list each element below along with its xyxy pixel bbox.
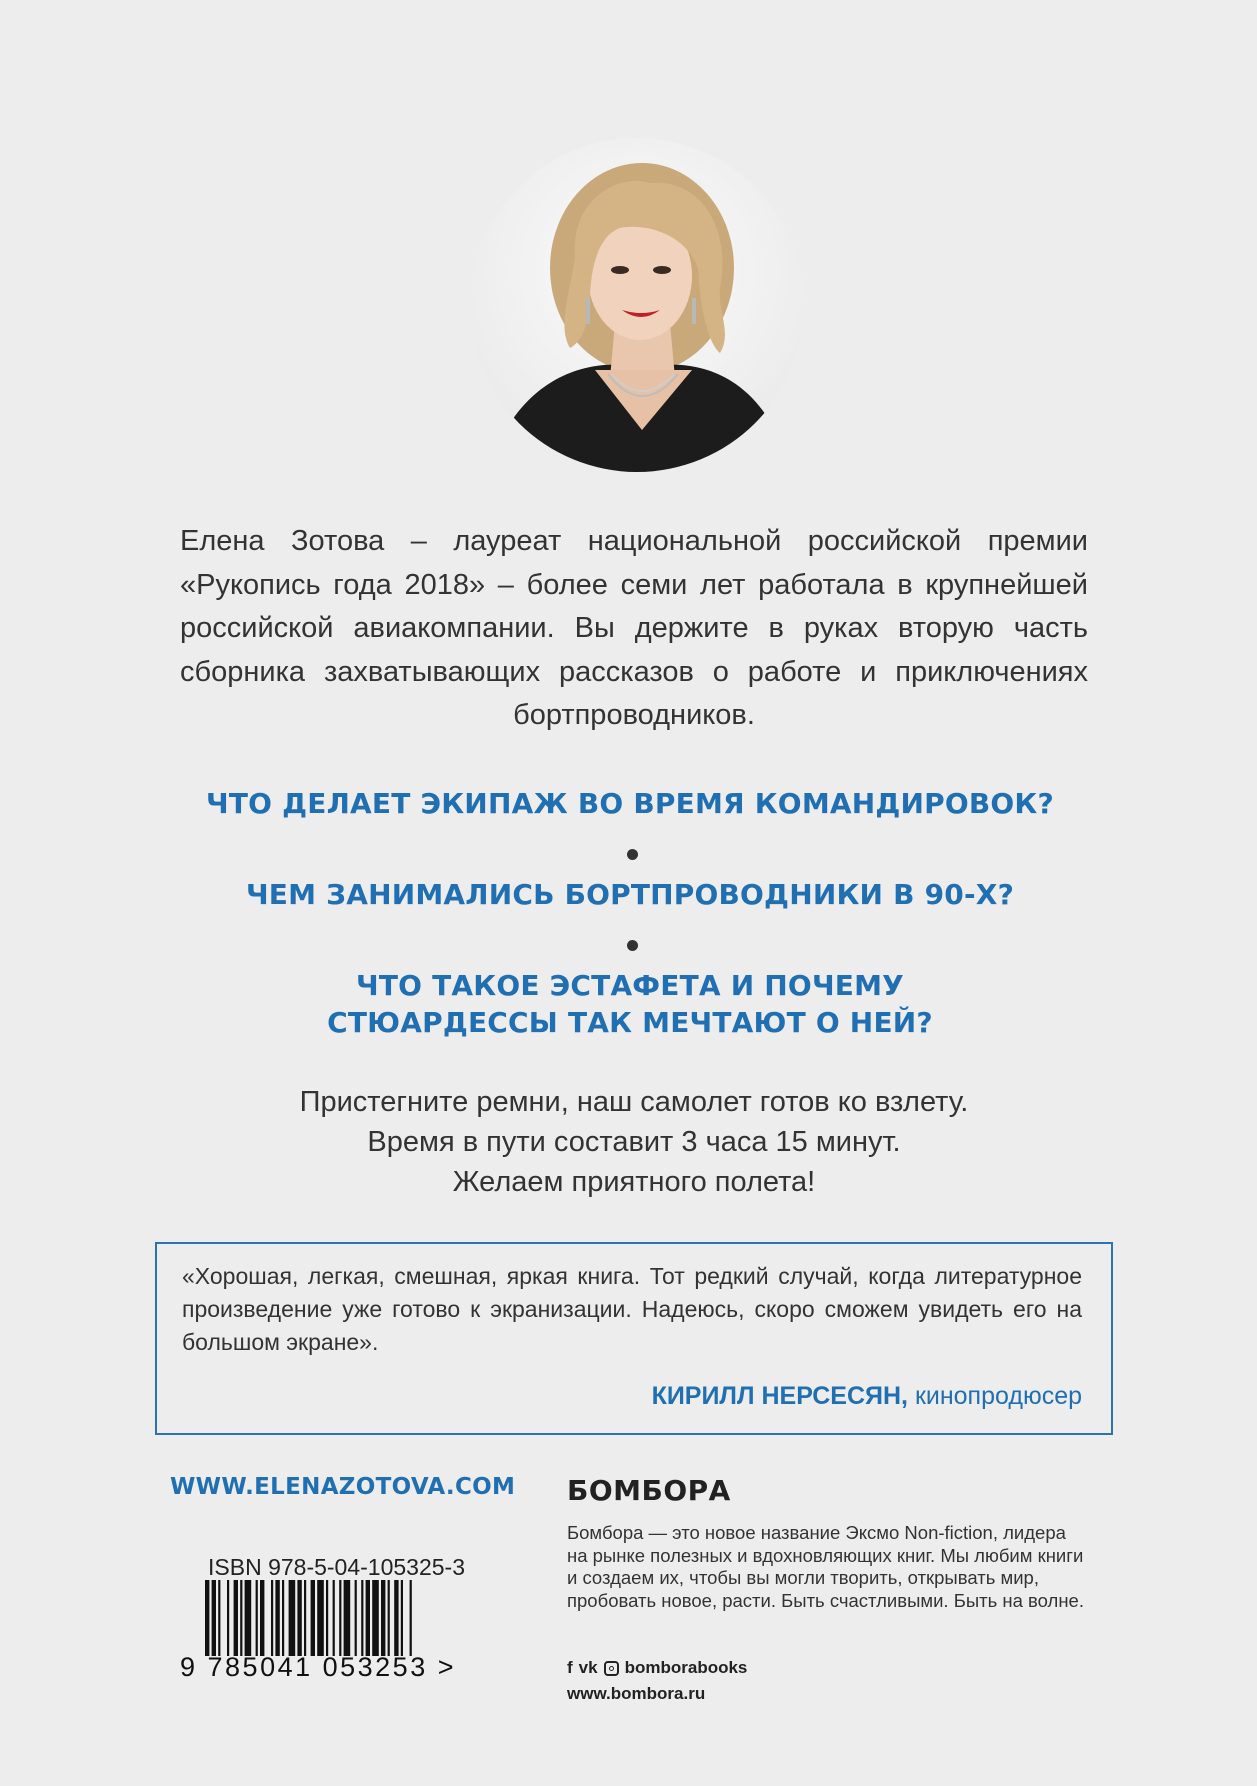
publisher-social-row	[567, 1657, 747, 1679]
publisher-social-handle: bomborabooks	[624, 1658, 748, 1677]
author-photo	[470, 138, 804, 472]
review-author-name: КИРИЛЛ НЕРСЕСЯН,	[651, 1382, 908, 1410]
book-description: Елена Зотова – лауреат национальной российской премии «Рукопись года 2018» – более семи лет работала в крупнейшей российской авиакомпании. Вы держите в руках вторую часть сборника захватывающих рассказов о работе и приключениях бортпроводников.	[180, 525, 1088, 731]
closing-lines	[180, 1082, 1088, 1202]
author-portrait-illustration	[470, 138, 804, 472]
question-1: ЧТО ДЕЛАЕТ ЭКИПАЖ ВО ВРЕМЯ КОМАНДИРОВОК?	[206, 787, 1054, 820]
publisher-website: www.bombora.ru	[567, 1684, 706, 1703]
review-author	[182, 1379, 1082, 1413]
instagram-icon	[604, 1661, 619, 1676]
facebook-icon: f	[567, 1658, 573, 1677]
closing-line: Пристегните ремни, наш самолет готов ко взлету.	[299, 1086, 969, 1118]
barcode-icon	[205, 1580, 480, 1656]
question-3-line-1: ЧТО ТАКОЕ ЭСТАФЕТА И ПОЧЕМУ	[356, 969, 904, 1002]
bullet-separator	[627, 940, 638, 951]
author-website: WWW.ELENAZOTOVA.COM	[170, 1474, 516, 1500]
vk-icon: vk	[578, 1658, 598, 1677]
bullet-separator	[627, 849, 638, 860]
review-author-role: кинопродюсер	[908, 1382, 1082, 1410]
review-quote-text: «Хорошая, легкая, смешная, яркая книга. Тот редкий случай, когда литературное произведение уже готово к экранизации. Надеюсь, скоро сможем увидеть его на большом экране».	[182, 1263, 1082, 1355]
question-2: ЧЕМ ЗАНИМАЛИСЬ БОРТПРОВОДНИКИ В 90-Х?	[245, 878, 1015, 911]
publisher-logo: БОМБОРА	[567, 1474, 731, 1507]
publisher-description: Бомбора — это новое название Эксмо Non-fiction, лидера на рынке полезных и вдохновляющих книг. Мы любим книги и создаем их, чтобы вы могли творить, открывать мир, пробовать новое, расти. Быть счастливыми. Быть на волне.	[567, 1522, 1084, 1611]
question-3-line-2: СТЮАРДЕССЫ ТАК МЕЧТАЮТ О НЕЙ?	[327, 1006, 933, 1039]
isbn-number: ISBN 978-5-04-105325-3	[208, 1554, 465, 1580]
barcode-digits: 9 785041 053253 >	[180, 1652, 456, 1682]
closing-line: Время в пути составит 3 часа 15 минут.	[367, 1126, 901, 1158]
closing-line: Желаем приятного полета!	[452, 1166, 816, 1198]
